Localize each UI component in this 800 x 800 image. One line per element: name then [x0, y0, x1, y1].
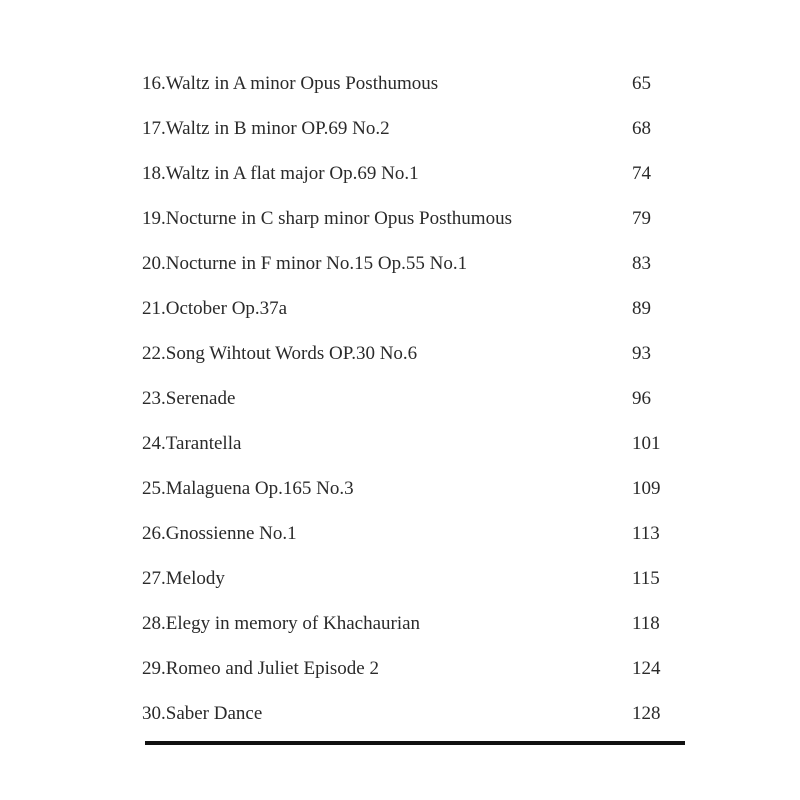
- toc-entry: [142, 654, 702, 684]
- toc-entry-page: 96: [632, 388, 651, 409]
- toc-entry-title: 29.Romeo and Juliet Episode 2: [142, 658, 379, 679]
- toc-entry-title: 16.Waltz in A minor Opus Posthumous: [142, 73, 439, 94]
- toc-entry-title: 19.Nocturne in C sharp minor Opus Posthumous: [142, 208, 512, 229]
- toc-entry: [142, 474, 702, 504]
- toc-entry: [142, 429, 702, 459]
- toc-entry-page: 89: [632, 298, 651, 319]
- toc-entry-page: 83: [632, 253, 651, 274]
- toc-entry-page: 93: [632, 343, 651, 364]
- toc-entry: [142, 114, 702, 144]
- toc-entry-title: 22.Song Wihtout Words OP.30 No.6: [142, 343, 418, 364]
- toc-entry: [142, 609, 702, 639]
- toc-entry-title: 25.Malaguena Op.165 No.3: [142, 478, 354, 499]
- toc-entry-title: 18.Waltz in A flat major Op.69 No.1: [142, 163, 419, 184]
- toc-entry-page: 128: [632, 703, 661, 724]
- toc-entry-page: 124: [632, 658, 661, 679]
- toc-entry: [142, 384, 702, 414]
- toc-entry-title: 30.Saber Dance: [142, 703, 263, 724]
- toc-entry: [142, 249, 702, 279]
- toc-entry: [142, 339, 702, 369]
- bottom-rule-divider: [145, 741, 685, 745]
- toc-entry-page: 115: [632, 568, 660, 589]
- toc-entry-page: 101: [632, 433, 661, 454]
- toc-entry: [142, 159, 702, 189]
- toc-entry-page: 109: [632, 478, 661, 499]
- toc-entry-title: 24.Tarantella: [142, 433, 242, 454]
- toc-entry: [142, 519, 702, 549]
- toc-entry-page: 79: [632, 208, 651, 229]
- toc-entry-page: 68: [632, 118, 651, 139]
- toc-entry: [142, 204, 702, 234]
- toc-entry-title: 26.Gnossienne No.1: [142, 523, 297, 544]
- toc-entry-title: 23.Serenade: [142, 388, 236, 409]
- toc-entry-title: 17.Waltz in B minor OP.69 No.2: [142, 118, 390, 139]
- toc-entry-title: 27.Melody: [142, 568, 225, 589]
- toc-entry: [142, 699, 702, 729]
- toc-entry: [142, 69, 702, 99]
- toc-entry-title: 21.October Op.37a: [142, 298, 288, 319]
- toc-entry: [142, 294, 702, 324]
- toc-entry-title: 20.Nocturne in F minor No.15 Op.55 No.1: [142, 253, 468, 274]
- toc-entry-page: 118: [632, 613, 660, 634]
- toc-entry-title: 28.Elegy in memory of Khachaurian: [142, 613, 421, 634]
- toc-entry-page: 74: [632, 163, 651, 184]
- toc-entry-page: 65: [632, 73, 651, 94]
- toc-entry-page: 113: [632, 523, 660, 544]
- toc-entry: [142, 564, 702, 594]
